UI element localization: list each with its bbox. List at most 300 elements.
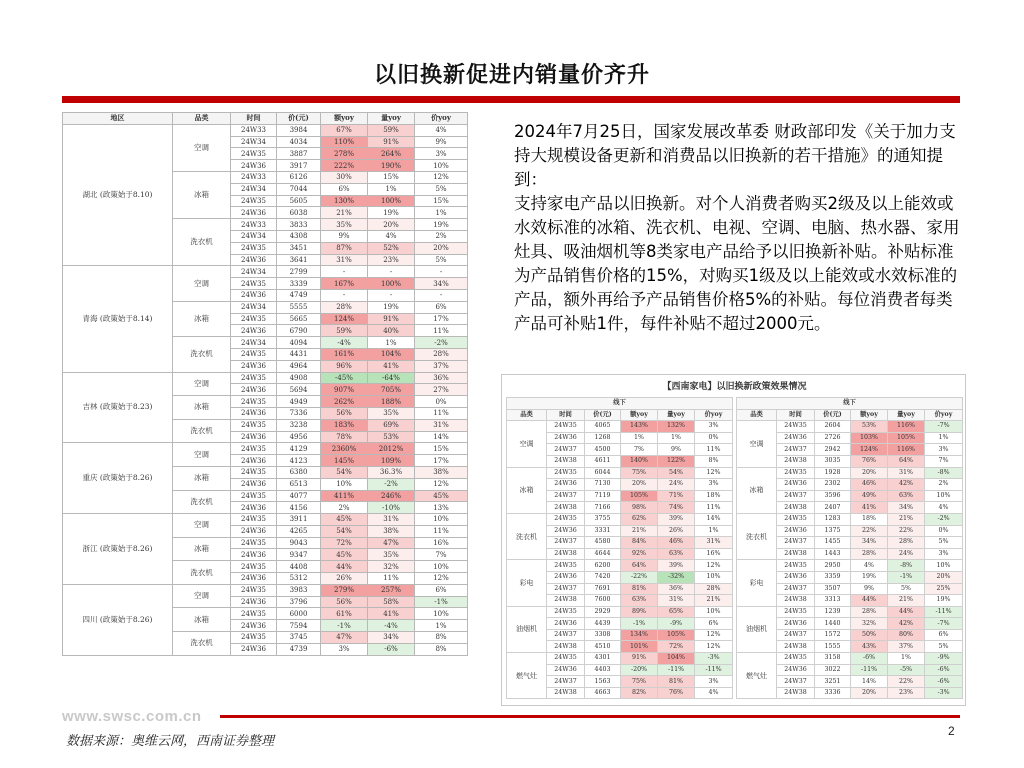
table-row: [63, 584, 468, 596]
week-cell: 24W35: [547, 467, 585, 479]
regional-sales-table: [62, 112, 468, 656]
yoy-cell: 40%: [368, 325, 415, 337]
yoy-cell: 705%: [368, 384, 415, 396]
region-cell: 浙江 (政策始于8.26): [63, 514, 173, 585]
yoy-cell: 6%: [415, 584, 468, 596]
yoy-cell: 264%: [368, 148, 415, 160]
yoy-cell: 19%: [368, 207, 415, 219]
category-cell: 冰箱: [507, 467, 547, 513]
week-cell: 24W37: [777, 444, 815, 456]
yoy-cell: 188%: [368, 396, 415, 408]
price-cell: 7420: [585, 571, 621, 583]
yoy-cell: 72%: [658, 641, 695, 653]
region-cell: 吉林 (政策始于8.23): [63, 372, 173, 443]
yoy-cell: 28%: [415, 348, 468, 360]
yoy-cell: 278%: [321, 148, 368, 160]
yoy-cell: -2%: [415, 337, 468, 349]
price-cell: 3022: [815, 664, 851, 676]
yoy-cell: 38%: [415, 466, 468, 478]
yoy-cell: 28%: [851, 548, 888, 560]
week-cell: 24W36: [777, 664, 815, 676]
title-underline: [62, 96, 960, 103]
yoy-cell: 16%: [415, 537, 468, 549]
yoy-cell: 0%: [925, 525, 963, 537]
week-cell: 24W35: [777, 467, 815, 479]
yoy-cell: 20%: [851, 687, 888, 699]
table-row: [507, 606, 733, 618]
column-header: 额yoy: [321, 113, 368, 125]
week-cell: 24W38: [777, 687, 815, 699]
price-cell: 3507: [815, 583, 851, 595]
price-cell: 3238: [277, 419, 321, 431]
category-cell: 洗衣机: [173, 632, 231, 656]
week-cell: 24W36: [231, 360, 277, 372]
yoy-cell: -6%: [368, 643, 415, 655]
price-cell: 1239: [815, 606, 851, 618]
yoy-cell: 9%: [658, 444, 695, 456]
week-cell: 24W36: [231, 455, 277, 467]
week-cell: 24W37: [547, 676, 585, 688]
yoy-cell: 58%: [368, 596, 415, 608]
price-cell: 4580: [585, 537, 621, 549]
yoy-cell: 22%: [851, 525, 888, 537]
yoy-cell: 64%: [888, 455, 925, 467]
yoy-cell: 3%: [321, 643, 368, 655]
price-cell: 1563: [585, 676, 621, 688]
price-cell: 4156: [277, 502, 321, 514]
yoy-cell: 167%: [321, 278, 368, 290]
yoy-cell: 122%: [658, 455, 695, 467]
price-cell: 3641: [277, 254, 321, 266]
yoy-cell: 22%: [888, 676, 925, 688]
week-cell: 24W35: [231, 561, 277, 573]
yoy-cell: 6%: [925, 629, 963, 641]
week-cell: 24W35: [231, 313, 277, 325]
yoy-cell: 104%: [658, 653, 695, 665]
yoy-cell: 31%: [368, 514, 415, 526]
week-cell: 24W38: [777, 455, 815, 467]
week-cell: 24W36: [231, 502, 277, 514]
week-cell: 24W37: [777, 676, 815, 688]
week-cell: 24W36: [231, 384, 277, 396]
yoy-cell: 47%: [368, 537, 415, 549]
price-cell: 4908: [277, 372, 321, 384]
week-cell: 24W37: [777, 490, 815, 502]
yoy-cell: 44%: [888, 606, 925, 618]
yoy-cell: 64%: [621, 560, 658, 572]
category-cell: 彩电: [507, 560, 547, 606]
yoy-cell: 30%: [321, 171, 368, 183]
yoy-cell: 2360%: [321, 443, 368, 455]
policy-description: [514, 120, 966, 336]
yoy-cell: 34%: [415, 278, 468, 290]
data-source: 数据来源：奥维云网，西南证券整理: [66, 734, 275, 749]
category-cell: 空调: [173, 124, 231, 171]
yoy-cell: 31%: [695, 537, 733, 549]
yoy-cell: 8%: [415, 632, 468, 644]
price-cell: 1455: [815, 537, 851, 549]
yoy-cell: 16%: [695, 548, 733, 560]
price-cell: 7691: [585, 583, 621, 595]
price-cell: 5665: [277, 313, 321, 325]
week-cell: 24W34: [231, 301, 277, 313]
table-row: [507, 560, 733, 572]
yoy-cell: 31%: [888, 467, 925, 479]
yoy-cell: 12%: [415, 573, 468, 585]
yoy-cell: -32%: [658, 571, 695, 583]
yoy-cell: 37%: [415, 360, 468, 372]
category-cell: 空调: [173, 372, 231, 396]
price-cell: 5694: [277, 384, 321, 396]
week-cell: 24W35: [231, 443, 277, 455]
yoy-cell: 17%: [415, 313, 468, 325]
yoy-cell: 12%: [415, 171, 468, 183]
price-cell: 4500: [585, 444, 621, 456]
yoy-cell: 104%: [368, 348, 415, 360]
yoy-cell: 63%: [658, 548, 695, 560]
price-cell: 9347: [277, 549, 321, 561]
price-cell: 5312: [277, 573, 321, 585]
yoy-cell: 7%: [925, 455, 963, 467]
yoy-cell: 6%: [695, 618, 733, 630]
yoy-cell: 2012%: [368, 443, 415, 455]
price-cell: 3911: [277, 514, 321, 526]
yoy-cell: 23%: [368, 254, 415, 266]
page-number: 2: [948, 724, 955, 738]
group-header: 线下: [507, 398, 733, 410]
yoy-cell: 1%: [695, 525, 733, 537]
yoy-cell: 11%: [415, 525, 468, 537]
category-cell: 空调: [737, 421, 777, 467]
yoy-cell: 36.3%: [368, 466, 415, 478]
week-cell: 24W36: [777, 479, 815, 491]
week-cell: 24W35: [231, 466, 277, 478]
column-header: 额yoy: [621, 409, 658, 421]
yoy-cell: 15%: [415, 195, 468, 207]
table-row: [63, 124, 468, 136]
week-cell: 24W36: [547, 664, 585, 676]
yoy-cell: 12%: [695, 629, 733, 641]
price-cell: 4949: [277, 396, 321, 408]
column-header: 时间: [231, 113, 277, 125]
category-cell: 燃气灶: [737, 653, 777, 699]
yoy-cell: 101%: [621, 641, 658, 653]
table-row: [507, 421, 733, 433]
yoy-cell: 161%: [321, 348, 368, 360]
yoy-cell: 11%: [368, 573, 415, 585]
week-cell: 24W35: [231, 148, 277, 160]
yoy-cell: 62%: [621, 513, 658, 525]
yoy-cell: 10%: [415, 608, 468, 620]
yoy-cell: 91%: [368, 313, 415, 325]
footer-line: [220, 715, 960, 718]
price-cell: 9043: [277, 537, 321, 549]
yoy-cell: 34%: [368, 632, 415, 644]
yoy-cell: -11%: [851, 664, 888, 676]
table-row: [737, 606, 963, 618]
price-cell: 4644: [585, 548, 621, 560]
price-cell: 2726: [815, 432, 851, 444]
week-cell: 24W36: [547, 432, 585, 444]
price-cell: 4308: [277, 230, 321, 242]
week-cell: 24W38: [777, 595, 815, 607]
yoy-cell: 1%: [621, 432, 658, 444]
yoy-cell: -45%: [321, 372, 368, 384]
week-cell: 24W35: [231, 490, 277, 502]
yoy-cell: 6%: [321, 183, 368, 195]
week-cell: 24W35: [777, 653, 815, 665]
table-row: [63, 514, 468, 526]
price-cell: 1443: [815, 548, 851, 560]
week-cell: 24W37: [547, 537, 585, 549]
category-cell: 空调: [173, 266, 231, 301]
yoy-cell: 262%: [321, 396, 368, 408]
price-cell: 4964: [277, 360, 321, 372]
yoy-cell: 45%: [321, 549, 368, 561]
week-cell: 24W36: [231, 573, 277, 585]
price-cell: 7166: [585, 502, 621, 514]
yoy-cell: 87%: [321, 242, 368, 254]
yoy-cell: 5%: [415, 254, 468, 266]
yoy-cell: 907%: [321, 384, 368, 396]
yoy-cell: 124%: [851, 444, 888, 456]
category-cell: 洗衣机: [173, 490, 231, 514]
yoy-cell: 1%: [658, 432, 695, 444]
week-cell: 24W37: [777, 537, 815, 549]
yoy-cell: 54%: [321, 466, 368, 478]
yoy-cell: 10%: [695, 606, 733, 618]
week-cell: 24W38: [777, 548, 815, 560]
week-cell: 24W38: [777, 502, 815, 514]
category-cell: 空调: [173, 584, 231, 608]
category-cell: 冰箱: [173, 608, 231, 632]
week-cell: 24W35: [777, 421, 815, 433]
column-header: 价yoy: [695, 409, 733, 421]
yoy-cell: -6%: [851, 653, 888, 665]
yoy-cell: 124%: [321, 313, 368, 325]
yoy-cell: 190%: [368, 160, 415, 172]
category-cell: 彩电: [737, 560, 777, 606]
yoy-cell: 18%: [695, 490, 733, 502]
region-cell: 青海 (政策始于8.14): [63, 266, 173, 372]
category-cell: 冰箱: [173, 396, 231, 420]
yoy-cell: 10%: [321, 478, 368, 490]
yoy-cell: 56%: [321, 407, 368, 419]
yoy-cell: 53%: [851, 421, 888, 433]
table-row: [737, 513, 963, 525]
yoy-cell: -6%: [925, 676, 963, 688]
table-row: [737, 653, 963, 665]
yoy-cell: -1%: [415, 596, 468, 608]
yoy-cell: 3%: [695, 421, 733, 433]
category-cell: 空调: [173, 514, 231, 538]
yoy-cell: 134%: [621, 629, 658, 641]
yoy-cell: 0%: [695, 432, 733, 444]
yoy-cell: 32%: [851, 618, 888, 630]
price-cell: 7336: [277, 407, 321, 419]
price-cell: 4663: [585, 687, 621, 699]
yoy-cell: 140%: [621, 455, 658, 467]
policy-effect-table-left: [506, 397, 733, 699]
column-header: 价yoy: [925, 409, 963, 421]
yoy-cell: -: [321, 266, 368, 278]
yoy-cell: -: [368, 266, 415, 278]
price-cell: 4094: [277, 337, 321, 349]
yoy-cell: 38%: [368, 525, 415, 537]
yoy-cell: 44%: [851, 595, 888, 607]
yoy-cell: 17%: [415, 455, 468, 467]
price-cell: 6126: [277, 171, 321, 183]
yoy-cell: 9%: [321, 230, 368, 242]
yoy-cell: 28%: [695, 583, 733, 595]
price-cell: 3313: [815, 595, 851, 607]
week-cell: 24W36: [231, 525, 277, 537]
yoy-cell: 411%: [321, 490, 368, 502]
price-cell: 3308: [585, 629, 621, 641]
week-cell: 24W35: [547, 421, 585, 433]
yoy-cell: 100%: [368, 278, 415, 290]
yoy-cell: 54%: [658, 467, 695, 479]
yoy-cell: 81%: [621, 583, 658, 595]
week-cell: 24W35: [231, 242, 277, 254]
price-cell: 4065: [585, 421, 621, 433]
yoy-cell: -4%: [368, 620, 415, 632]
column-header: 价(元): [277, 113, 321, 125]
yoy-cell: -1%: [321, 620, 368, 632]
yoy-cell: 46%: [658, 537, 695, 549]
yoy-cell: -11%: [695, 664, 733, 676]
week-cell: 24W37: [777, 629, 815, 641]
yoy-cell: 20%: [415, 242, 468, 254]
week-cell: 24W38: [777, 641, 815, 653]
price-cell: 3755: [585, 513, 621, 525]
yoy-cell: 49%: [851, 490, 888, 502]
week-cell: 24W34: [231, 183, 277, 195]
yoy-cell: 10%: [415, 514, 468, 526]
week-cell: 24W36: [547, 571, 585, 583]
yoy-cell: 19%: [851, 571, 888, 583]
yoy-cell: 20%: [925, 571, 963, 583]
week-cell: 24W37: [547, 444, 585, 456]
week-cell: 24W35: [547, 653, 585, 665]
yoy-cell: 31%: [321, 254, 368, 266]
week-cell: 24W35: [231, 396, 277, 408]
yoy-cell: 11%: [695, 502, 733, 514]
yoy-cell: 12%: [695, 641, 733, 653]
yoy-cell: 10%: [925, 490, 963, 502]
yoy-cell: 59%: [321, 325, 368, 337]
price-cell: 4956: [277, 431, 321, 443]
yoy-cell: 36%: [658, 583, 695, 595]
yoy-cell: 8%: [695, 455, 733, 467]
week-cell: 24W38: [547, 641, 585, 653]
yoy-cell: 27%: [415, 384, 468, 396]
price-cell: 3917: [277, 160, 321, 172]
yoy-cell: -4%: [321, 337, 368, 349]
price-cell: 4749: [277, 289, 321, 301]
yoy-cell: 71%: [658, 490, 695, 502]
yoy-cell: 24%: [888, 548, 925, 560]
policy-paragraph-2: 支持家电产品以旧换新。对个人消费者购买2级及以上能效或水效标准的冰箱、洗衣机、电视、空调、电脑、热水器、家用灶具、吸油烟机等8类家电产品给予以旧换新补贴。补贴标准为产品销售价格的15%，对购买1级及以上能效或水效标准的产品，额外再给予产品销售价格5%的补贴。每位消费者每类产品可补贴1件，每件补贴不超过2000元。: [514, 194, 960, 333]
yoy-cell: 21%: [621, 525, 658, 537]
yoy-cell: 18%: [851, 513, 888, 525]
price-cell: 1572: [815, 629, 851, 641]
yoy-cell: -3%: [695, 653, 733, 665]
week-cell: 24W36: [231, 254, 277, 266]
yoy-cell: 72%: [321, 537, 368, 549]
yoy-cell: 103%: [851, 432, 888, 444]
yoy-cell: 9%: [851, 583, 888, 595]
yoy-cell: 52%: [368, 242, 415, 254]
yoy-cell: 46%: [851, 479, 888, 491]
yoy-cell: 20%: [621, 479, 658, 491]
yoy-cell: 132%: [658, 421, 695, 433]
yoy-cell: 34%: [888, 502, 925, 514]
yoy-cell: 10%: [925, 560, 963, 572]
yoy-cell: 110%: [321, 136, 368, 148]
week-cell: 24W36: [231, 289, 277, 301]
week-cell: 24W34: [231, 266, 277, 278]
yoy-cell: -9%: [658, 618, 695, 630]
yoy-cell: 10%: [415, 561, 468, 573]
yoy-cell: 92%: [621, 548, 658, 560]
yoy-cell: 5%: [888, 583, 925, 595]
yoy-cell: 4%: [695, 687, 733, 699]
week-cell: 24W36: [777, 571, 815, 583]
yoy-cell: 1%: [368, 337, 415, 349]
category-cell: 油烟机: [507, 606, 547, 652]
price-cell: 6380: [277, 466, 321, 478]
yoy-cell: 183%: [321, 419, 368, 431]
week-cell: 24W35: [547, 606, 585, 618]
week-cell: 24W35: [777, 606, 815, 618]
yoy-cell: 4%: [925, 502, 963, 514]
week-cell: 24W33: [231, 171, 277, 183]
price-cell: 2942: [815, 444, 851, 456]
price-cell: 1268: [585, 432, 621, 444]
week-cell: 24W33: [231, 219, 277, 231]
yoy-cell: 61%: [321, 608, 368, 620]
week-cell: 24W36: [777, 525, 815, 537]
yoy-cell: 13%: [415, 502, 468, 514]
week-cell: 24W34: [231, 136, 277, 148]
week-cell: 24W38: [547, 595, 585, 607]
yoy-cell: 12%: [695, 467, 733, 479]
price-cell: 4510: [585, 641, 621, 653]
price-cell: 6790: [277, 325, 321, 337]
yoy-cell: -20%: [621, 664, 658, 676]
yoy-cell: -1%: [621, 618, 658, 630]
yoy-cell: 84%: [621, 537, 658, 549]
yoy-cell: 1%: [415, 207, 468, 219]
yoy-cell: 69%: [368, 419, 415, 431]
price-cell: 3596: [815, 490, 851, 502]
yoy-cell: -11%: [925, 606, 963, 618]
week-cell: 24W36: [777, 432, 815, 444]
yoy-cell: 21%: [888, 513, 925, 525]
category-cell: 洗衣机: [737, 513, 777, 559]
yoy-cell: 47%: [321, 632, 368, 644]
price-cell: 7044: [277, 183, 321, 195]
week-cell: 24W38: [547, 687, 585, 699]
yoy-cell: -9%: [925, 653, 963, 665]
price-cell: 3983: [277, 584, 321, 596]
week-cell: 24W34: [231, 230, 277, 242]
price-cell: 7130: [585, 479, 621, 491]
yoy-cell: 10%: [415, 160, 468, 172]
yoy-cell: 2%: [925, 479, 963, 491]
yoy-cell: 279%: [321, 584, 368, 596]
